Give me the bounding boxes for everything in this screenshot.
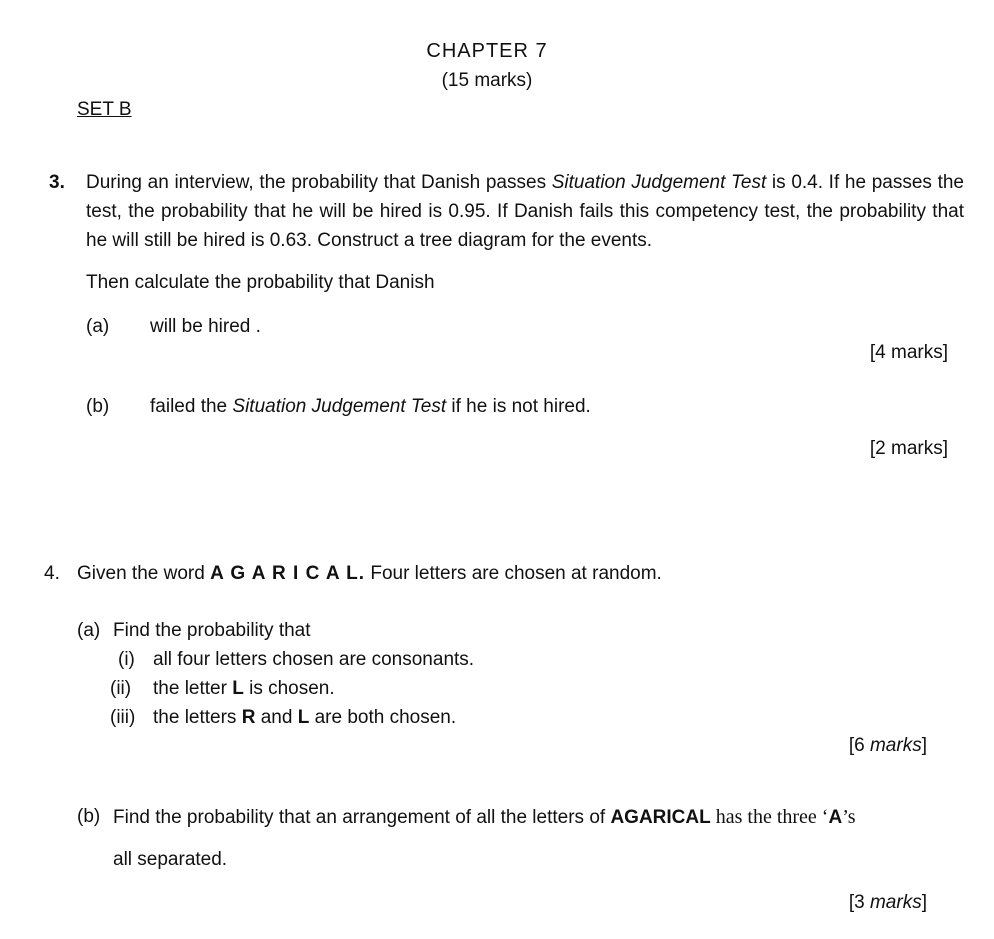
q3b-text [150, 396, 591, 418]
q4a-iii-text [153, 707, 456, 729]
q4a-ii-part2: is chosen. [243, 678, 335, 699]
q4b-text-part1: Find the probability that an arrangement of all the letters of [113, 807, 611, 828]
q3-para-part1: During an interview, the probability that Danish passes [86, 172, 552, 193]
q4a-iii-letter-l: L [297, 707, 310, 728]
q4a-i-label: (i) [118, 649, 135, 670]
q4a-marks [849, 735, 927, 757]
q4-word: A G A R I C A L. [210, 563, 366, 584]
q4b-marks-suffix: ] [921, 892, 927, 913]
q4a-text: Find the probability that [113, 620, 311, 641]
q4-number: 4. [44, 563, 60, 584]
q4a-i-text: all four letters chosen are consonants. [153, 649, 475, 670]
q4b-text [113, 806, 856, 829]
q3-para-part2: is 0.4. If he passes the test, the probability that he will be hired is 0.95. If Danish fails this competency test, the probability that he will still be hired is 0.63. Construct a tree diagram for the events. [86, 172, 965, 251]
set-label: SET B [77, 99, 132, 120]
q4a-iii-part1: the letters [153, 707, 242, 728]
q4a-label: (a) [77, 620, 101, 641]
q3b-text-part1: failed the [150, 396, 233, 417]
q3-paragraph [86, 168, 964, 255]
q4b-marks-prefix: [3 [848, 892, 870, 913]
q3a-label: (a) [86, 316, 110, 337]
q4a-iii-part2: are both chosen. [309, 707, 457, 728]
q4a-ii-letter: L [232, 678, 244, 699]
q4b-text-part2: has the three ‘ [710, 806, 829, 828]
q4b-text-line2: all separated. [113, 849, 228, 870]
q3-test-name: Situation Judgement Test [551, 172, 767, 193]
q4a-ii-text [153, 678, 335, 700]
q4a-ii-part1: the letter [153, 678, 233, 699]
q4a-marks-word: marks [869, 735, 922, 756]
q4b-marks [849, 892, 927, 914]
q4b-letter-a: A [828, 807, 843, 828]
q3-intro: Then calculate the probability that Danish [86, 272, 435, 293]
q4-stem-part1: Given the word [77, 563, 211, 584]
q3a-text: will be hired . [150, 316, 261, 337]
q3b-label: (b) [86, 396, 110, 417]
total-marks: (15 marks) [441, 70, 533, 91]
q4b-label: (b) [77, 806, 101, 827]
q3b-marks: [2 marks] [869, 438, 948, 459]
chapter-title: CHAPTER 7 [426, 40, 548, 62]
q4-stem-part2: Four letters are chosen at random. [365, 563, 662, 584]
q3a-marks: [4 marks] [869, 342, 948, 363]
q4a-marks-prefix: [6 [848, 735, 870, 756]
q3b-test-name: Situation Judgement Test [232, 396, 447, 417]
q4a-iii-and: and [255, 707, 298, 728]
q4a-ii-label: (ii) [110, 678, 132, 699]
q4a-iii-label: (iii) [110, 707, 136, 728]
q4-stem [77, 563, 662, 585]
q3-number: 3. [49, 172, 65, 193]
q3b-text-part2: if he is not hired. [446, 396, 591, 417]
q4b-text-part3: ’s [842, 806, 856, 828]
q4a-iii-letter-r: R [241, 707, 256, 728]
q4a-marks-suffix: ] [921, 735, 927, 756]
q4b-marks-word: marks [869, 892, 922, 913]
q4b-word: AGARICAL [610, 807, 711, 828]
